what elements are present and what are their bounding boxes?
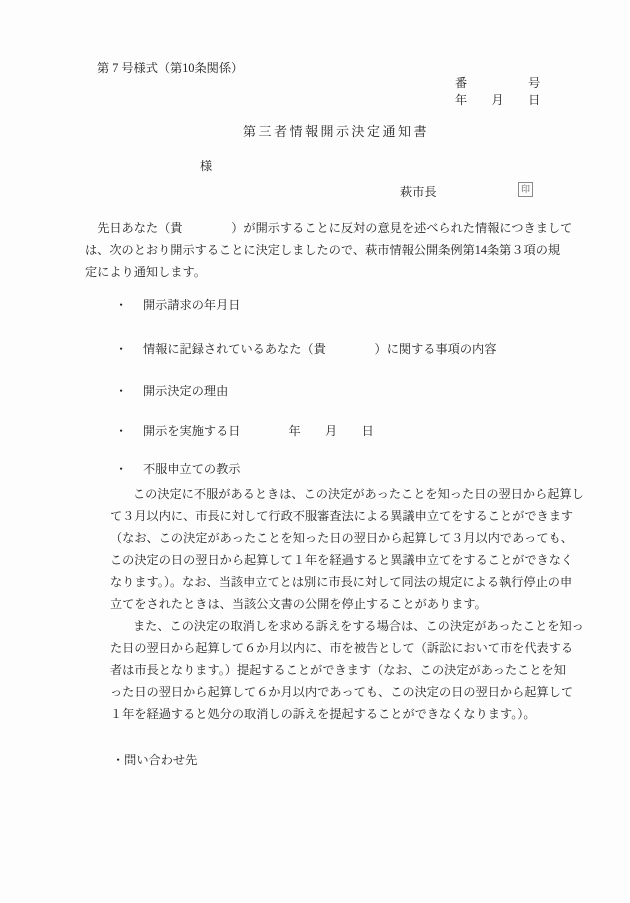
form-number: 第 7 号様式（第10条関係）: [97, 61, 244, 75]
bullet-icon: ・: [115, 342, 128, 356]
appeal-line: て３月以内に、市長に対して行政不服審査法による異議申立てをすることができます: [110, 509, 574, 523]
intro-line: は、次のとおり開示することに決定しましたので、萩市情報公開条例第14条第３項の規: [85, 243, 561, 257]
page-title: 第三者情報開示決定通知書: [243, 124, 430, 139]
list-item-recorded-content: [115, 340, 496, 357]
list-item-label: 開示を実施する日: [143, 424, 241, 438]
list-item-disclosure-date: [115, 422, 374, 439]
appeal-line: なります。）。なお、当該申立てとは別に市長に対して同法の規定による執行停止の申: [110, 575, 573, 589]
addressee-honorific: 様: [200, 159, 213, 173]
bullet-icon: ・: [115, 462, 128, 476]
intro-line: 先日あなた（貴 ）が開示することに反対の意見を述べられた情報につきまして: [97, 221, 573, 235]
date-fields: 年 月 日: [288, 424, 374, 438]
appeal-line: った日の翌日から起算して６か月以内であっても、この決定の日の翌日から起算して: [110, 685, 574, 699]
list-item-request-date: [115, 296, 241, 313]
issuer-name: 萩市長: [400, 185, 437, 199]
appeal-line: １年を経過すると処分の取消しの訴えを提起することができなくなります。）。: [110, 707, 536, 721]
bullet-icon: ・: [115, 384, 128, 398]
appeal-line: た日の翌日から起算して６か月以内に、市を被告として（訴訟において市を代表する: [110, 641, 574, 655]
intro-line: 定により通知します。: [85, 265, 206, 279]
appeal-line: （なお、この決定があったことを知った日の翌日から起算して３月以内であっても、: [110, 531, 573, 545]
appeal-heading-row: [115, 460, 241, 477]
appeal-line: また、この決定の取消しを求める訴えをする場合は、この決定があったことを知っ: [133, 619, 584, 633]
seal-mark-icon: 印: [518, 182, 533, 197]
bullet-icon: ・: [115, 424, 128, 438]
appeal-body: [110, 483, 584, 725]
appeal-heading: 不服申立ての教示: [143, 462, 241, 476]
appeal-line: この決定に不服があるときは、この決定があったことを知った日の翌日から起算し: [133, 487, 584, 501]
list-item-label: 開示請求の年月日: [143, 298, 241, 312]
list-item-label: 開示決定の理由: [143, 384, 229, 398]
list-item-decision-reason: [115, 382, 228, 399]
doc-number-line: 番 号: [455, 76, 541, 90]
intro-paragraph: [85, 217, 572, 283]
appeal-line: この決定の日の翌日から起算して１年を経過すると異議申立てをすることができなく: [110, 553, 574, 567]
appeal-line: 立てをされたときは、当該公文書の公開を停止することがあります。: [110, 597, 487, 611]
bullet-icon: ・: [115, 298, 128, 312]
doc-date-line: 年 月 日: [455, 93, 541, 107]
list-item-label: 情報に記録されているあなた（貴 ）に関する事項の内容: [143, 342, 497, 356]
contact-heading: ・問い合わせ先: [112, 753, 198, 767]
appeal-line: 者は市長となります。）提起することができます（なお、この決定があったことを知: [110, 663, 566, 677]
